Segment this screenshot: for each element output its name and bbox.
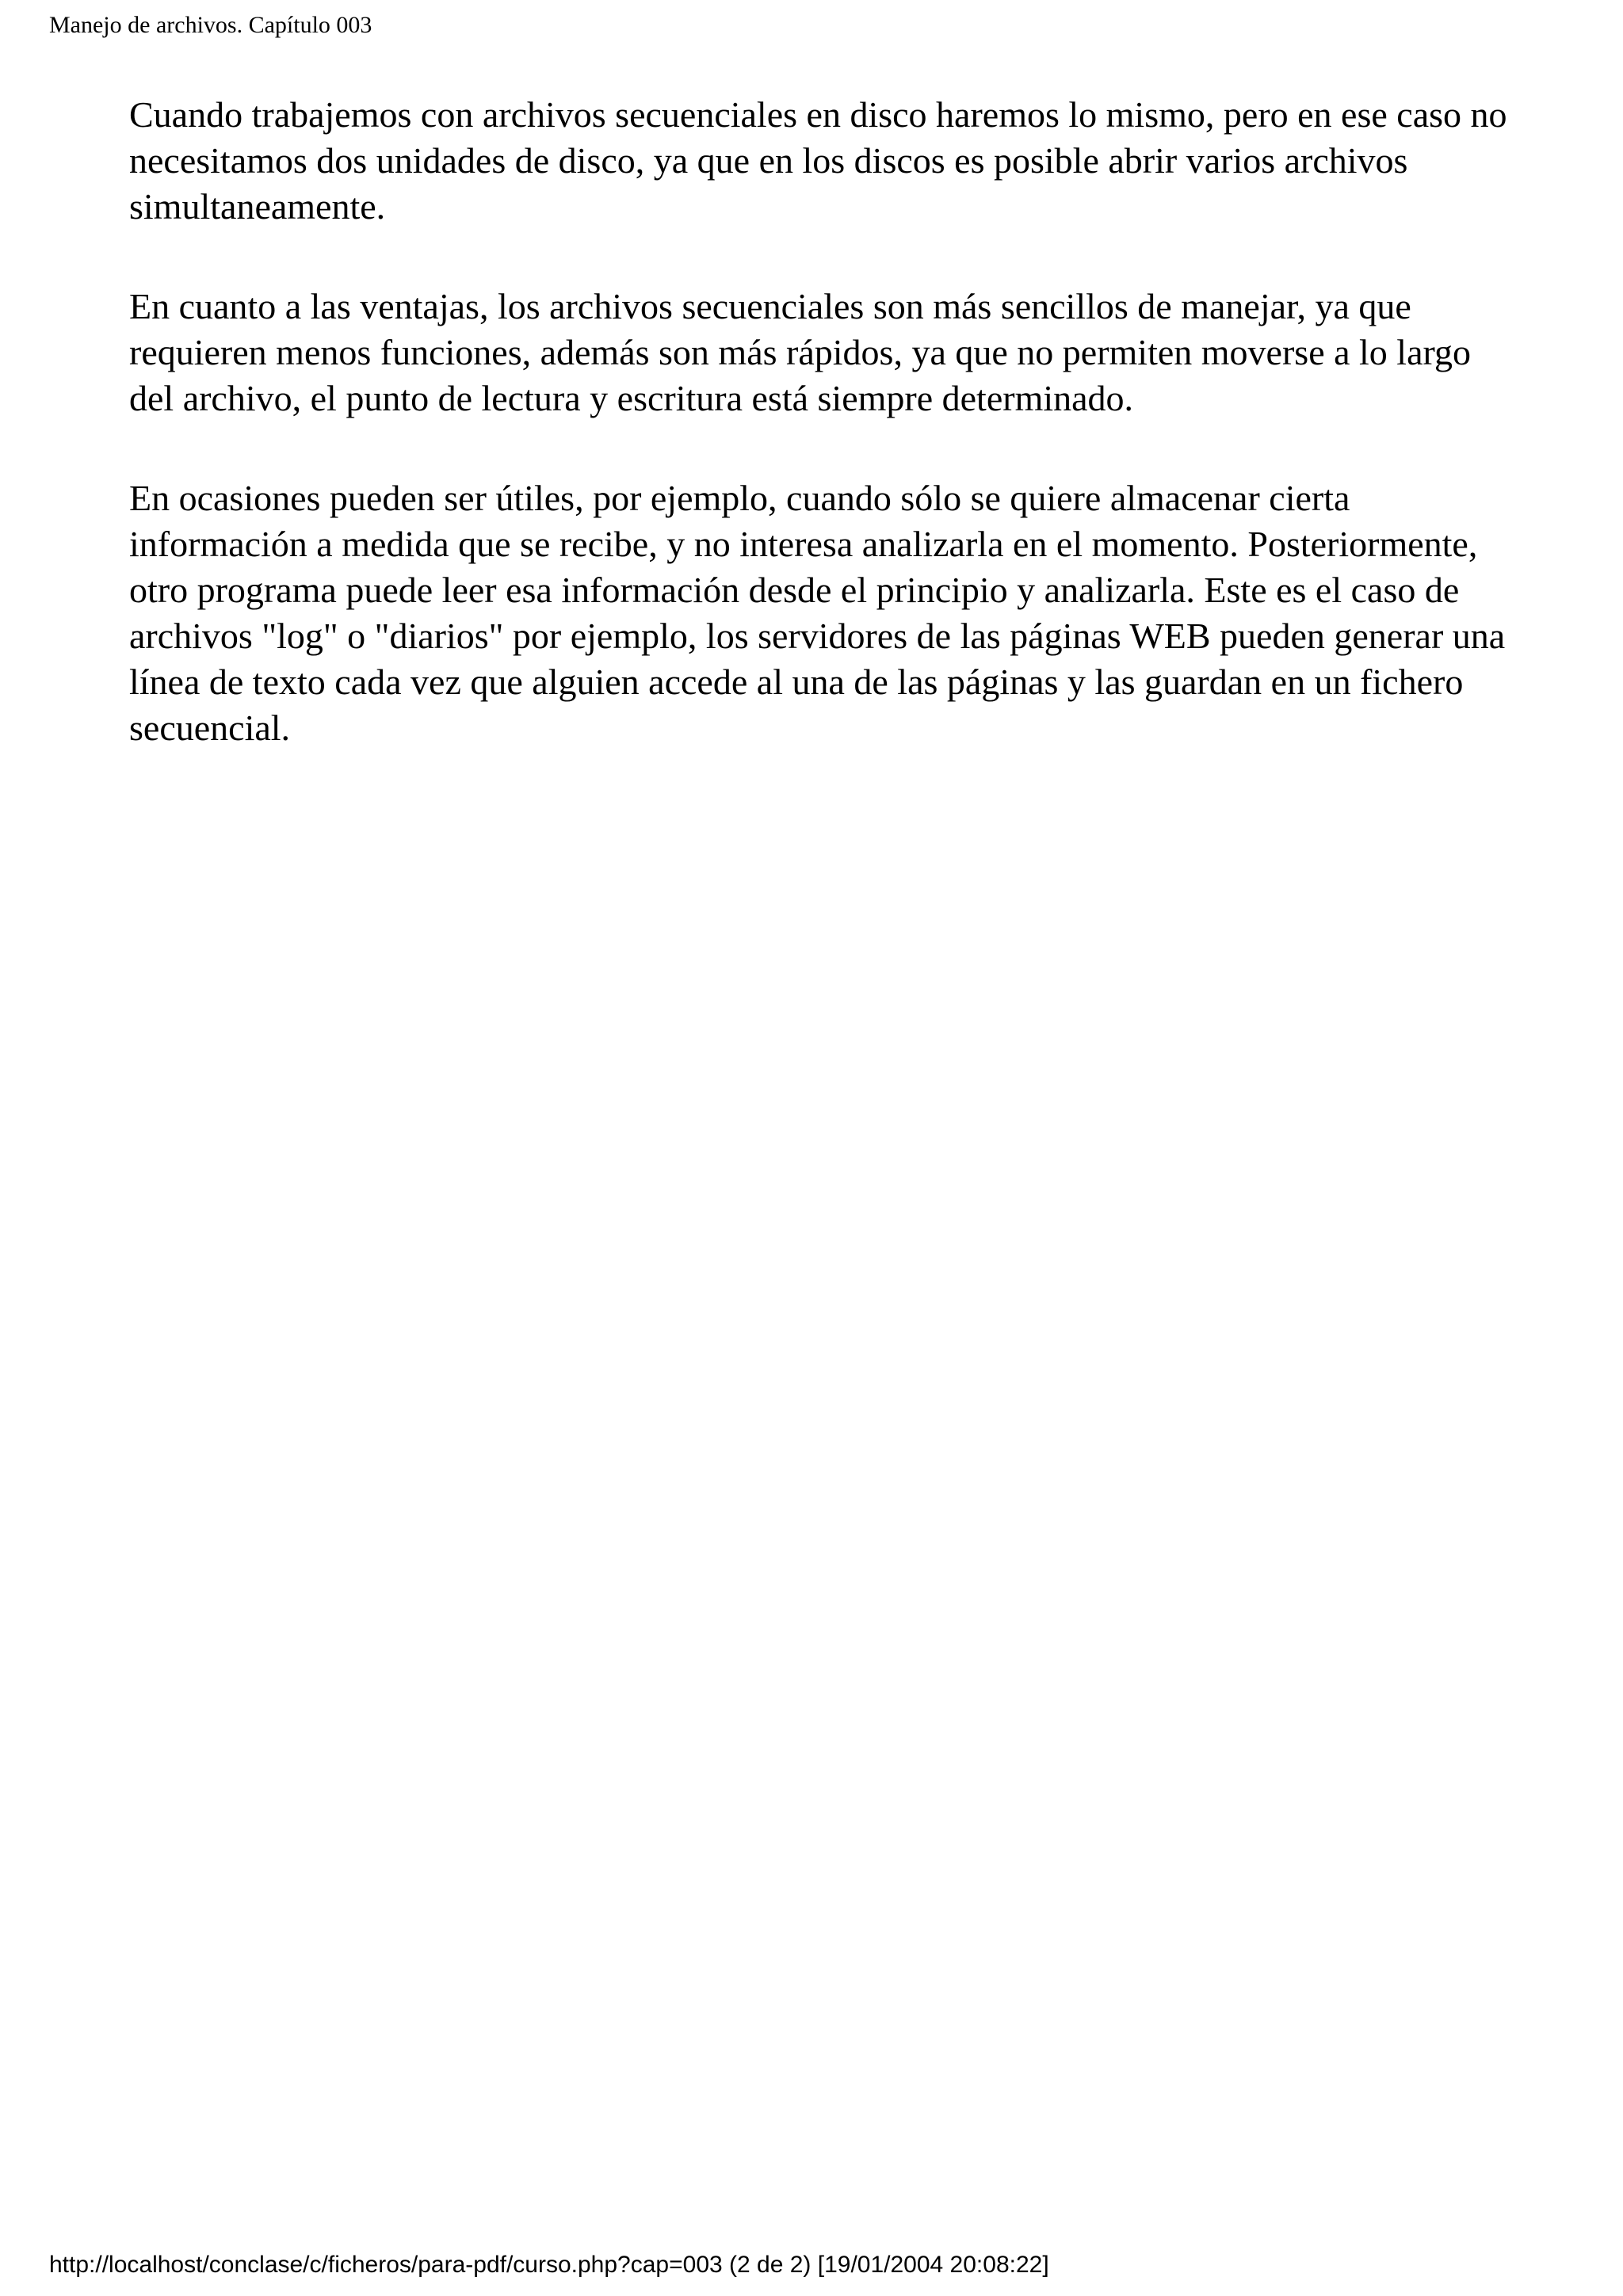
page-header-title: Manejo de archivos. Capítulo 003 xyxy=(49,12,372,38)
document-body xyxy=(129,92,1524,751)
page-footer-url: http://localhost/conclase/c/ficheros/para-pdf/curso.php?cap=003 (2 de 2) [19/01/2004 20:08:22] xyxy=(49,2252,1049,2278)
paragraph-2: En cuanto a las ventajas, los archivos secuenciales son más sencillos de manejar, ya que requieren menos funciones, además son más rápidos, ya que no permiten moverse a lo largo del archivo, el punto de lectura y escritura está siempre determinado. xyxy=(129,286,1471,418)
paragraph-3: En ocasiones pueden ser útiles, por ejemplo, cuando sólo se quiere almacenar cierta información a medida que se recibe, y no interesa analizarla en el momento. Posteriormente, otro programa puede leer esa información desde el principio y analizarla. Este es el caso de archivos "log" o "diarios" por ejemplo, los servidores de las páginas WEB pueden generar una línea de texto cada vez que alguien accede al una de las páginas y las guardan en un fichero secuencial. xyxy=(129,478,1506,748)
paragraph-1: Cuando trabajemos con archivos secuenciales en disco haremos lo mismo, pero en ese caso no necesitamos dos unidades de disco, ya que en los discos es posible abrir varios archivos simultaneamente. xyxy=(129,94,1507,227)
